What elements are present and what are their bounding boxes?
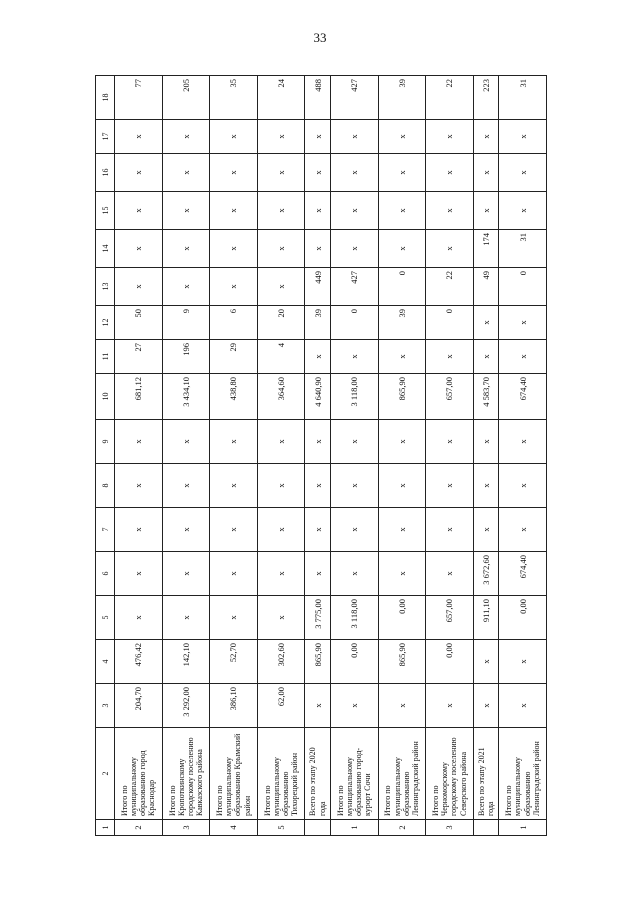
- table-cell: 657,00: [426, 374, 474, 420]
- table-cell: x: [330, 154, 378, 192]
- row-name-cell: Итого по муниципальному образованию город-курорт Сочи: [330, 728, 378, 820]
- table-cell: 223: [473, 76, 499, 120]
- table-cell: 204,70: [115, 684, 163, 728]
- column-header: 17: [96, 120, 115, 154]
- column-header: 4: [96, 640, 115, 684]
- table-cell: x: [473, 340, 499, 374]
- table-cell: x: [257, 120, 305, 154]
- row-index-cell: 3: [162, 820, 210, 836]
- table-cell: x: [305, 154, 331, 192]
- table-cell: 657,00: [426, 596, 474, 640]
- table-cell: x: [473, 420, 499, 464]
- table-cell: x: [162, 120, 210, 154]
- table-row: [330, 76, 378, 836]
- table-row: [499, 76, 547, 836]
- table-cell: x: [499, 192, 547, 230]
- table-cell: x: [305, 192, 331, 230]
- table-row: [257, 76, 305, 836]
- table-cell: x: [305, 230, 331, 268]
- row-index-cell: 2: [115, 820, 163, 836]
- table-cell: x: [473, 306, 499, 340]
- table-cell: 0: [330, 306, 378, 340]
- column-header: 8: [96, 464, 115, 508]
- table-cell: x: [162, 552, 210, 596]
- table-cell: x: [378, 340, 426, 374]
- column-header: 16: [96, 154, 115, 192]
- column-header: 9: [96, 420, 115, 464]
- table-cell: x: [210, 464, 258, 508]
- table-cell: x: [305, 340, 331, 374]
- table-cell: x: [426, 552, 474, 596]
- table-cell: x: [115, 120, 163, 154]
- table-cell: x: [499, 420, 547, 464]
- table-cell: x: [499, 340, 547, 374]
- table-cell: x: [426, 230, 474, 268]
- table-cell: 865,90: [378, 374, 426, 420]
- table-cell: 50: [115, 306, 163, 340]
- column-header: 6: [96, 552, 115, 596]
- table-cell: x: [257, 420, 305, 464]
- table-cell: 31: [499, 230, 547, 268]
- table-cell: 3 434,10: [162, 374, 210, 420]
- table-cell: x: [115, 596, 163, 640]
- table-row: [473, 76, 499, 836]
- table-cell: 62,00: [257, 684, 305, 728]
- table-cell: 302,60: [257, 640, 305, 684]
- table-cell: 205: [162, 76, 210, 120]
- table-cell: 39: [378, 76, 426, 120]
- table-row: [162, 76, 210, 836]
- table-cell: x: [499, 464, 547, 508]
- table-cell: x: [499, 640, 547, 684]
- table-cell: 9: [162, 306, 210, 340]
- table-cell: 449: [305, 268, 331, 306]
- table-cell: x: [378, 230, 426, 268]
- table-cell: x: [115, 508, 163, 552]
- table-cell: x: [330, 684, 378, 728]
- table-cell: x: [378, 684, 426, 728]
- table-cell: x: [330, 192, 378, 230]
- table-cell: x: [305, 464, 331, 508]
- column-header: 10: [96, 374, 115, 420]
- column-header: 2: [96, 728, 115, 820]
- table-cell: 3 775,00: [305, 596, 331, 640]
- table-cell: x: [499, 154, 547, 192]
- table-cell: x: [210, 154, 258, 192]
- table-cell: 4: [257, 340, 305, 374]
- row-name-cell: Итого по муниципальному образованию Тихорецкий район: [257, 728, 305, 820]
- table-cell: 39: [305, 306, 331, 340]
- table-cell: 6: [210, 306, 258, 340]
- table-cell: x: [305, 508, 331, 552]
- table-cell: x: [473, 192, 499, 230]
- table-cell: x: [330, 120, 378, 154]
- table-cell: 0,00: [426, 640, 474, 684]
- table-cell: 0,00: [330, 640, 378, 684]
- row-index-cell: 1: [499, 820, 547, 836]
- rotated-table-container: [95, 76, 547, 836]
- table-cell: 476,42: [115, 640, 163, 684]
- table-cell: x: [210, 508, 258, 552]
- table-cell: x: [330, 552, 378, 596]
- table-cell: x: [257, 154, 305, 192]
- table-cell: x: [210, 552, 258, 596]
- table-cell: x: [162, 464, 210, 508]
- table-cell: x: [210, 192, 258, 230]
- row-index-cell: 5: [257, 820, 305, 836]
- table-row: [305, 76, 331, 836]
- table-cell: x: [115, 192, 163, 230]
- table-row: [115, 76, 163, 836]
- table-cell: 0,00: [378, 596, 426, 640]
- table-cell: x: [473, 464, 499, 508]
- row-index-cell: 4: [210, 820, 258, 836]
- row-name-cell: Итого по муниципальному образованию Крымский район: [210, 728, 258, 820]
- table-cell: x: [305, 552, 331, 596]
- table-cell: 31: [499, 76, 547, 120]
- table-cell: x: [257, 268, 305, 306]
- table-cell: x: [305, 420, 331, 464]
- row-name-cell: Итого по муниципальному образованию Ленинградский район: [378, 728, 426, 820]
- table-cell: x: [115, 464, 163, 508]
- table-cell: x: [499, 508, 547, 552]
- table-cell: 386,10: [210, 684, 258, 728]
- column-header: 12: [96, 306, 115, 340]
- row-index-cell: 3: [426, 820, 474, 836]
- column-header: 14: [96, 230, 115, 268]
- table-header-row: [96, 76, 115, 836]
- table-cell: x: [330, 508, 378, 552]
- row-index-cell: 1: [330, 820, 378, 836]
- table-cell: x: [257, 552, 305, 596]
- table-cell: 29: [210, 340, 258, 374]
- table-cell: x: [426, 192, 474, 230]
- table-row: [426, 76, 474, 836]
- table-cell: 0: [426, 306, 474, 340]
- table-cell: x: [162, 420, 210, 464]
- table-cell: 174: [473, 230, 499, 268]
- table-cell: 24: [257, 76, 305, 120]
- row-index-cell: 2: [378, 820, 426, 836]
- row-index-cell: [473, 820, 499, 836]
- row-name-cell: Всего по этапу 2020 года: [305, 728, 331, 820]
- table-cell: 0,00: [499, 596, 547, 640]
- table-cell: 438,80: [210, 374, 258, 420]
- table-cell: x: [257, 464, 305, 508]
- row-name-cell: Итого по муниципальному образованию Ленинградский район: [499, 728, 547, 820]
- table-cell: x: [162, 230, 210, 268]
- table-body: [115, 76, 547, 836]
- table-cell: 364,60: [257, 374, 305, 420]
- table-cell: x: [330, 420, 378, 464]
- column-header: 13: [96, 268, 115, 306]
- row-name-cell: Итого по муниципальному образованию город Краснодар: [115, 728, 163, 820]
- table-cell: x: [115, 420, 163, 464]
- table-cell: x: [378, 420, 426, 464]
- table-cell: x: [426, 340, 474, 374]
- table-cell: x: [115, 268, 163, 306]
- table-cell: x: [305, 120, 331, 154]
- table-cell: 681,12: [115, 374, 163, 420]
- table-cell: 488: [305, 76, 331, 120]
- table-cell: x: [330, 230, 378, 268]
- row-name-cell: Итого по Кропоткинскому городскому поселению Кавказского района: [162, 728, 210, 820]
- table-cell: 3 672,60: [473, 552, 499, 596]
- table-cell: x: [426, 508, 474, 552]
- table-cell: x: [378, 120, 426, 154]
- table-cell: 22: [426, 268, 474, 306]
- table-cell: 196: [162, 340, 210, 374]
- table-cell: 4 640,90: [305, 374, 331, 420]
- page-number: 33: [313, 30, 327, 45]
- table-cell: x: [473, 640, 499, 684]
- table-cell: x: [210, 420, 258, 464]
- table-cell: 911,10: [473, 596, 499, 640]
- table-cell: x: [162, 192, 210, 230]
- table-cell: 865,90: [378, 640, 426, 684]
- table-cell: x: [426, 420, 474, 464]
- table-cell: 3 118,00: [330, 374, 378, 420]
- table-cell: x: [257, 192, 305, 230]
- column-header: 15: [96, 192, 115, 230]
- table-cell: 49: [473, 268, 499, 306]
- table-cell: x: [378, 464, 426, 508]
- table-cell: x: [499, 684, 547, 728]
- table-cell: 674,40: [499, 552, 547, 596]
- table-cell: 22: [426, 76, 474, 120]
- table-cell: x: [426, 120, 474, 154]
- table-cell: 35: [210, 76, 258, 120]
- table-cell: x: [378, 552, 426, 596]
- data-table: [95, 75, 547, 836]
- table-cell: x: [473, 154, 499, 192]
- table-cell: x: [210, 120, 258, 154]
- table-cell: x: [305, 684, 331, 728]
- table-cell: x: [473, 120, 499, 154]
- table-cell: x: [426, 684, 474, 728]
- table-row: [210, 76, 258, 836]
- table-cell: x: [499, 120, 547, 154]
- column-header: 5: [96, 596, 115, 640]
- table-cell: x: [162, 508, 210, 552]
- table-cell: x: [257, 230, 305, 268]
- table-cell: 3 118,00: [330, 596, 378, 640]
- column-header: 3: [96, 684, 115, 728]
- table-cell: x: [115, 552, 163, 596]
- table-cell: 27: [115, 340, 163, 374]
- table-cell: 142,10: [162, 640, 210, 684]
- table-cell: x: [257, 596, 305, 640]
- table-cell: x: [210, 268, 258, 306]
- table-cell: x: [162, 268, 210, 306]
- table-cell: 427: [330, 76, 378, 120]
- table-cell: 4 583,70: [473, 374, 499, 420]
- column-header: 11: [96, 340, 115, 374]
- row-name-cell: Всего по этапу 2021 года: [473, 728, 499, 820]
- table-cell: x: [210, 230, 258, 268]
- table-cell: 0: [378, 268, 426, 306]
- table-cell: x: [115, 230, 163, 268]
- table-cell: 674,40: [499, 374, 547, 420]
- table-cell: x: [330, 340, 378, 374]
- table-cell: x: [210, 596, 258, 640]
- table-cell: x: [378, 154, 426, 192]
- table-cell: 77: [115, 76, 163, 120]
- table-cell: 0: [499, 268, 547, 306]
- row-index-cell: [305, 820, 331, 836]
- table-cell: x: [473, 684, 499, 728]
- table-row: [378, 76, 426, 836]
- table-cell: 39: [378, 306, 426, 340]
- table-cell: x: [426, 464, 474, 508]
- table-cell: x: [499, 306, 547, 340]
- table-cell: x: [473, 508, 499, 552]
- column-header: 1: [96, 820, 115, 836]
- table-cell: x: [426, 154, 474, 192]
- table-cell: x: [378, 508, 426, 552]
- table-cell: x: [330, 464, 378, 508]
- table-cell: 865,90: [305, 640, 331, 684]
- table-cell: 20: [257, 306, 305, 340]
- table-cell: x: [257, 508, 305, 552]
- column-header: 7: [96, 508, 115, 552]
- table-cell: 427: [330, 268, 378, 306]
- table-cell: 52,70: [210, 640, 258, 684]
- table-cell: x: [162, 596, 210, 640]
- table-cell: x: [162, 154, 210, 192]
- row-name-cell: Итого по Черноморскому городскому поселению Северского района: [426, 728, 474, 820]
- table-cell: x: [378, 192, 426, 230]
- column-header: 18: [96, 76, 115, 120]
- table-cell: 3 292,00: [162, 684, 210, 728]
- table-cell: x: [115, 154, 163, 192]
